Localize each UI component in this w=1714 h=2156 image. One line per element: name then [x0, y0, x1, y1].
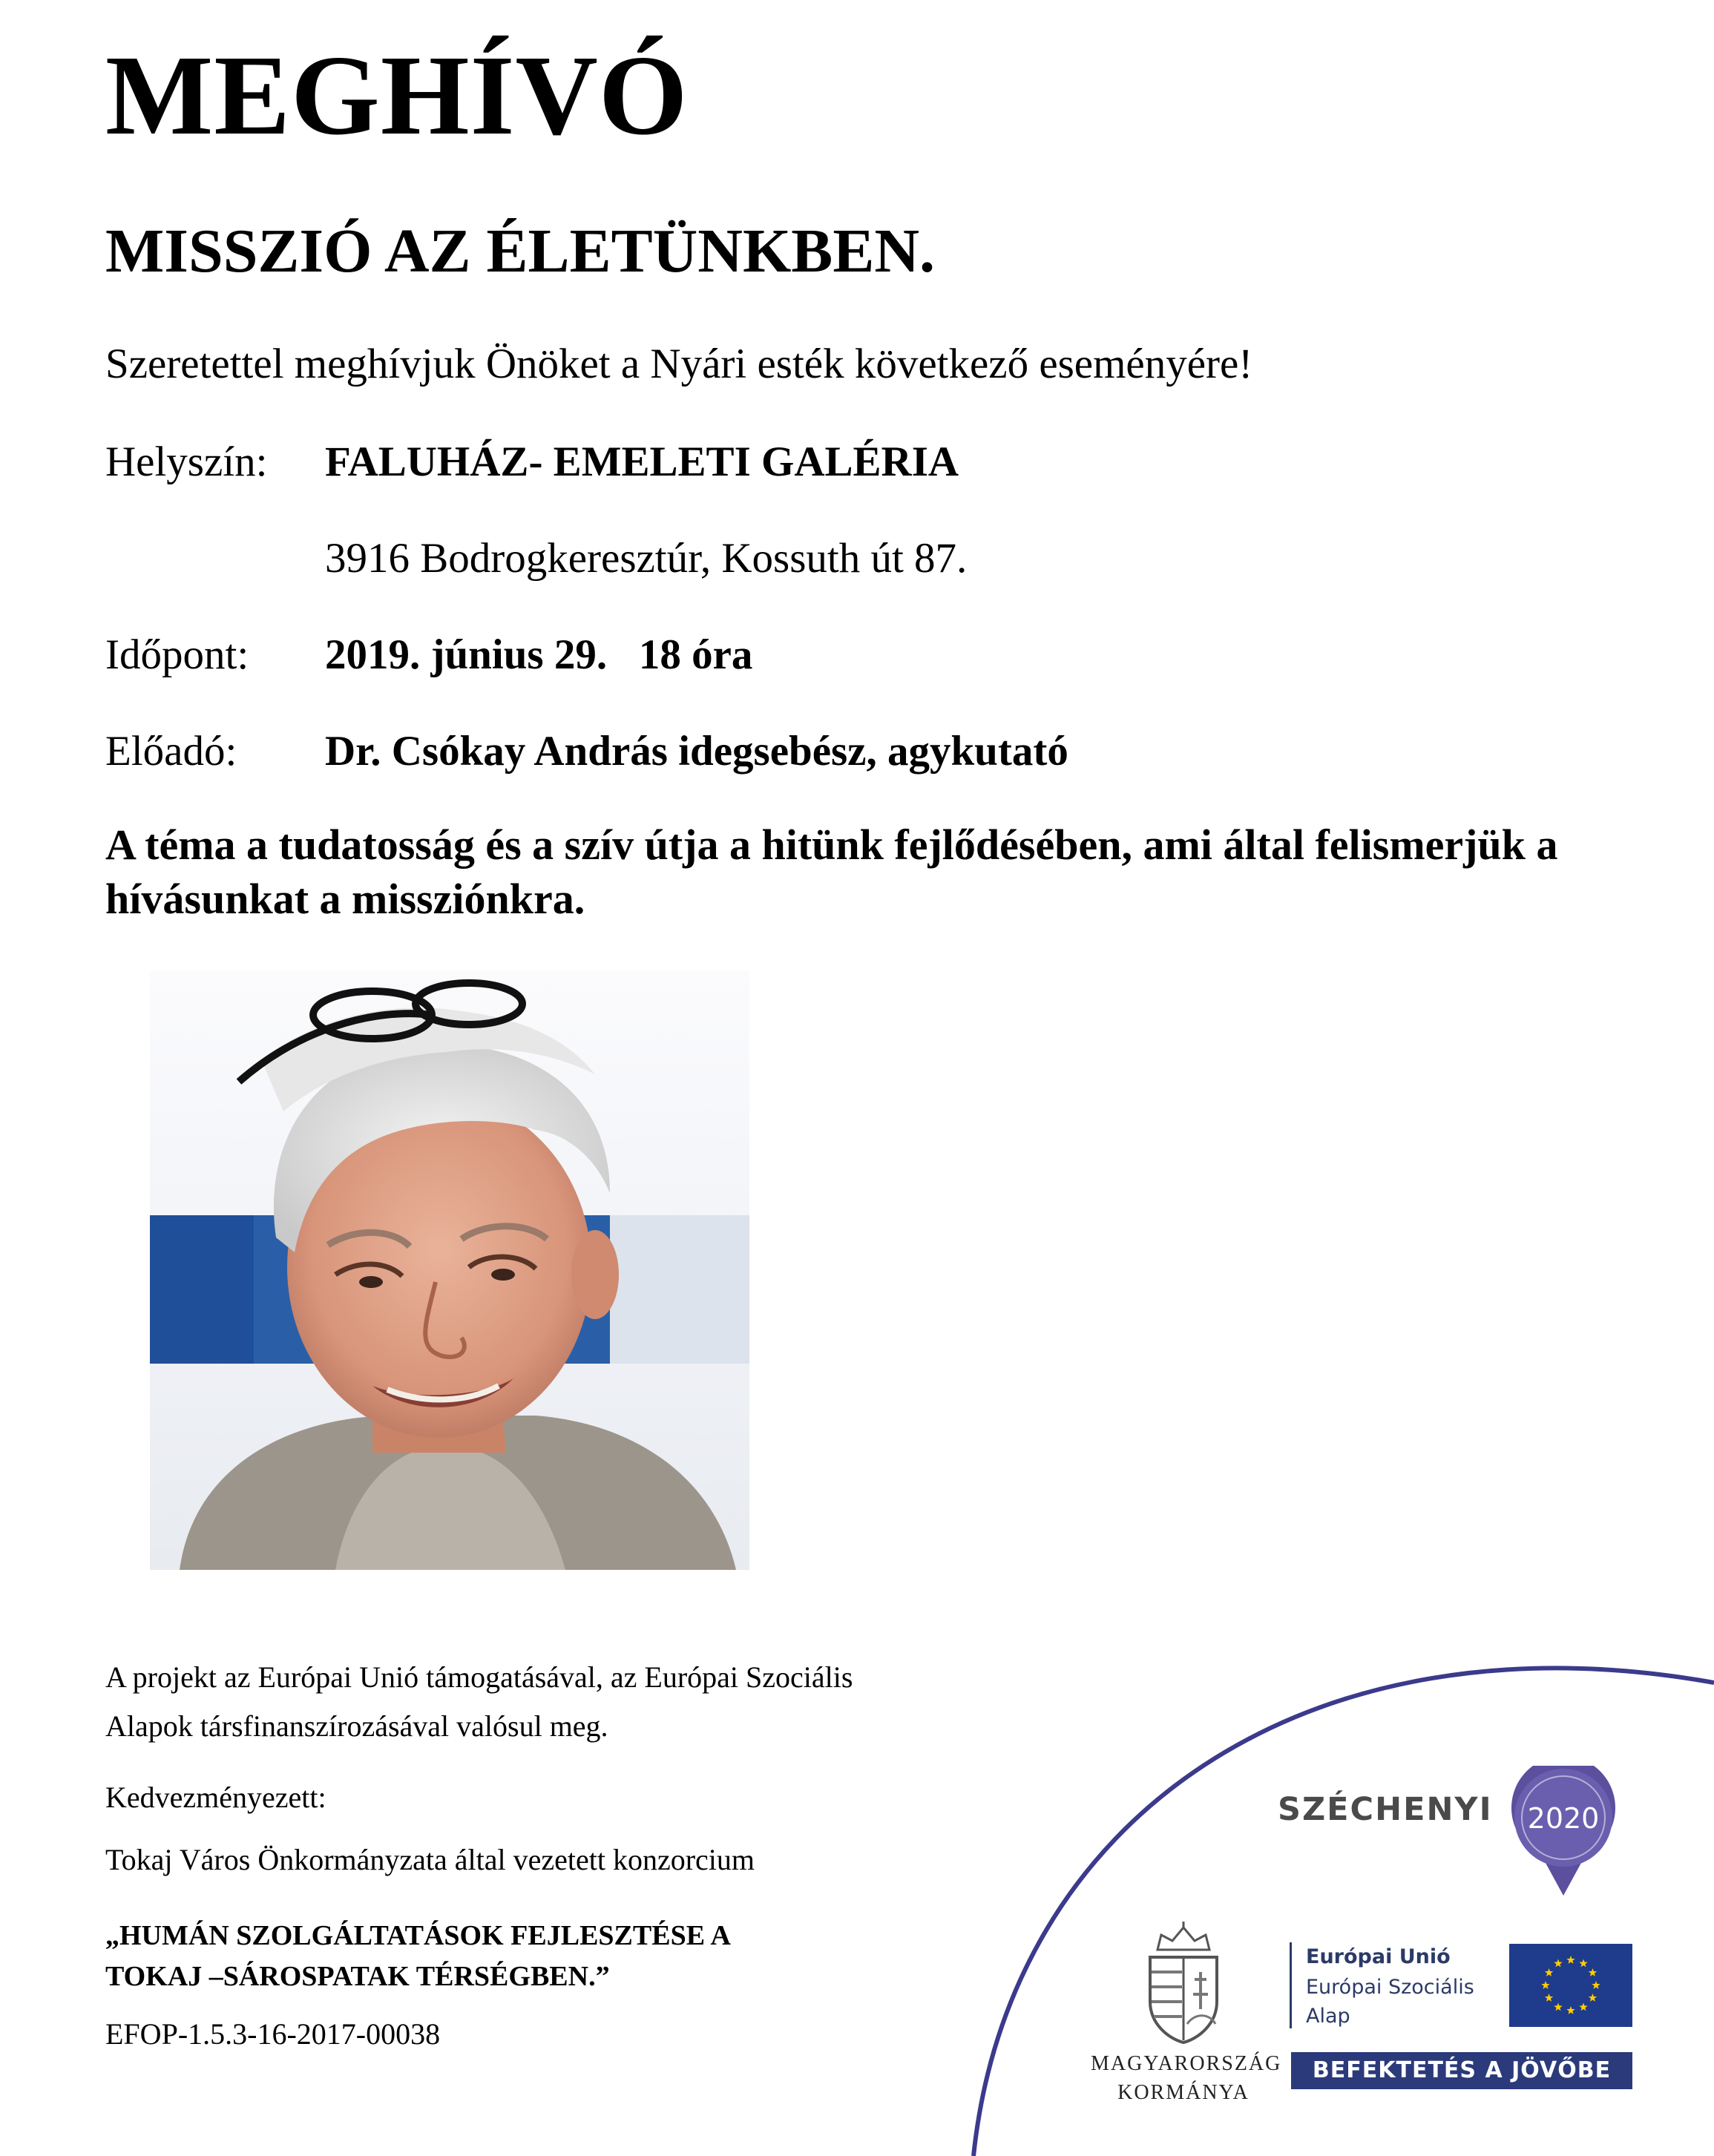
speaker-label: Előadó:	[105, 728, 237, 775]
location-address: 3916 Bodrogkeresztúr, Kossuth út 87.	[325, 535, 968, 582]
eu-subtitle-line2: Alap	[1306, 2005, 1350, 2028]
subtitle: MISSZIÓ AZ ÉLETÜNKBEN.	[105, 217, 936, 286]
project-title-line2: TOKAJ –SÁROSPATAK TÉRSÉGBEN.”	[105, 1961, 610, 1993]
eu-star-icon	[1554, 2002, 1562, 2011]
eu-slogan-banner: BEFEKTETÉS A JÖVŐBE	[1291, 2052, 1632, 2089]
beneficiary-label: Kedvezményezett:	[105, 1781, 326, 1814]
project-title	[105, 1916, 731, 1997]
location-label: Helyszín:	[105, 438, 268, 485]
time-label: Időpont:	[105, 631, 249, 678]
eu-star-icon	[1579, 2002, 1587, 2011]
funding-text-line2: Alapok társfinanszírozásával valósul meg.	[105, 1709, 608, 1743]
szechenyi-logo-text: SZÉCHENYI	[1278, 1791, 1493, 1828]
page-title: MEGHÍVÓ	[105, 33, 689, 159]
eu-star-icon	[1566, 1956, 1575, 1964]
eu-star-icon	[1541, 1981, 1549, 1989]
time-value: 2019. június 29. 18 óra	[325, 631, 753, 678]
topic-text: A téma a tudatosság és a szív útja a hitünk fejlődésében, ami által felismerjük a hívásunkat a missziónkra.	[105, 821, 1558, 924]
szechenyi-2020-pin-icon	[1508, 1766, 1619, 1899]
gov-line2: KORMÁNYA	[1117, 2081, 1250, 2105]
eu-subtitle-line1: Európai Szociális	[1306, 1976, 1474, 1999]
speaker-photo	[150, 970, 749, 1570]
eu-flag-icon	[1509, 1944, 1632, 2027]
eu-star-icon	[1554, 1959, 1562, 1968]
eu-divider	[1290, 1942, 1292, 2028]
gov-line1: MAGYARORSZÁG	[1091, 2052, 1282, 2075]
beneficiary-name: Tokaj Város Önkormányzata által vezetett konzorcium	[105, 1843, 755, 1876]
intro-text: Szeretettel meghívjuk Önöket a Nyári esték következő eseményére!	[105, 341, 1253, 387]
location-value: FALUHÁZ- EMELETI GALÉRIA	[325, 438, 959, 485]
szechenyi-year: 2020	[1527, 1802, 1600, 1835]
hungary-coat-of-arms-icon	[1135, 1920, 1232, 2046]
speaker-value: Dr. Csókay András idegsebész, agykutató	[325, 728, 1068, 775]
funding-text-line1: A projekt az Európai Unió támogatásával, az Európai Szociális	[105, 1660, 853, 1694]
eu-star-icon	[1589, 1994, 1597, 2002]
eu-star-icon	[1566, 2006, 1575, 2014]
eu-star-icon	[1589, 1968, 1597, 1976]
eu-title: Európai Unió	[1306, 1945, 1451, 1968]
project-code: EFOP-1.5.3-16-2017-00038	[105, 2017, 441, 2051]
eu-star-icon	[1545, 1994, 1553, 2002]
project-title-line1: „HUMÁN SZOLGÁLTATÁSOK FEJLESZTÉSE A	[105, 1920, 731, 1951]
government-logo-text	[1091, 2049, 1282, 2107]
eu-star-icon	[1545, 1968, 1553, 1976]
eu-star-icon	[1592, 1981, 1600, 1989]
eu-star-icon	[1579, 1959, 1587, 1968]
